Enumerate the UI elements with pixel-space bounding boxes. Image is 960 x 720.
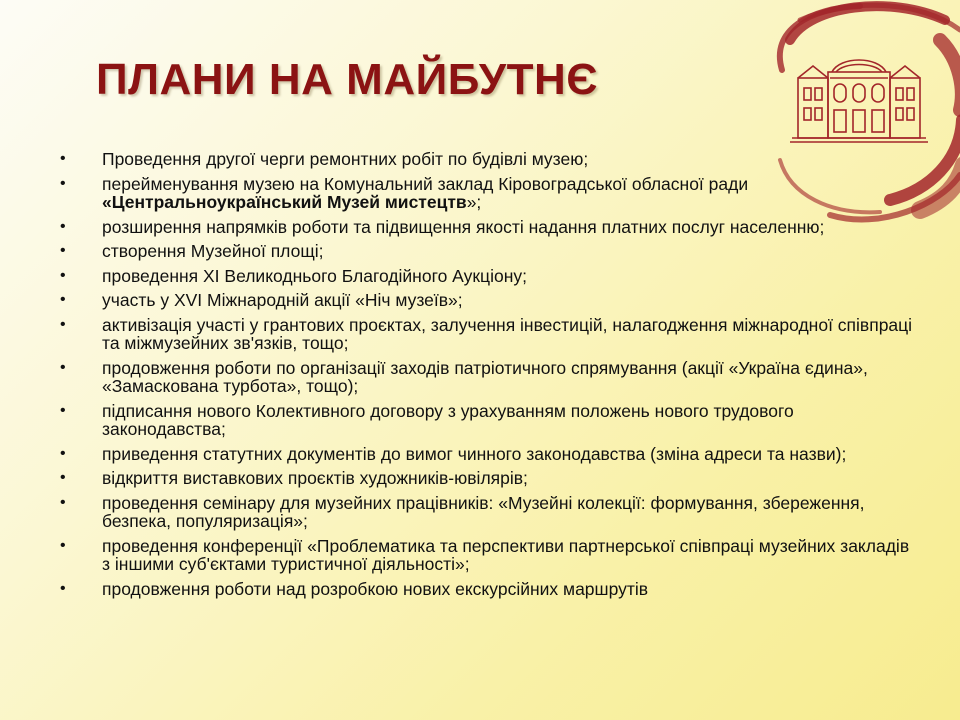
page-title: ПЛАНИ НА МАЙБУТНЄ <box>96 55 599 104</box>
list-item <box>60 242 920 261</box>
bullet-icon: • <box>60 315 66 333</box>
list-item <box>60 218 920 237</box>
list-item <box>60 402 920 439</box>
list-item <box>60 580 920 599</box>
list-item <box>60 469 920 488</box>
list-item <box>60 494 920 531</box>
bullet-icon: • <box>60 174 66 192</box>
list-item-text-end: »; <box>466 192 482 212</box>
list-item-text: розширення напрямків роботи та підвищення якості надання платних послуг населенню; <box>102 216 825 237</box>
bullet-icon: • <box>60 266 66 284</box>
list-item <box>60 316 920 353</box>
list-item-text: відкриття виставкових проєктів художників-ювілярів; <box>102 468 528 488</box>
bullet-icon: • <box>60 150 66 167</box>
list-item <box>60 359 920 396</box>
list-item-text: проведення конференції «Проблематика та перспективи партнерської співпраці музейних закладів з іншими суб'єктами туристичної діяльності»; <box>102 535 910 574</box>
list-item <box>60 291 920 310</box>
bullet-icon: • <box>60 536 66 554</box>
museum-name: «Центральноукраїнський Музей мистецтв <box>102 192 467 212</box>
bullet-icon: • <box>60 444 66 462</box>
bullet-icon: • <box>60 358 66 376</box>
bullet-icon: • <box>60 493 66 511</box>
list-item-text: Проведення другої черги ремонтних робіт по будівлі музею; <box>102 149 589 169</box>
plans-list <box>60 150 920 604</box>
list-item-text: створення Музейної площі; <box>102 241 324 261</box>
list-item-text: приведення статутних документів до вимог чинного законодавства (зміна адреси та назви); <box>102 443 847 464</box>
list-item-text: проведення семінару для музейних працівників: «Музейні колекції: формування, збереження, безпека, популяризація»; <box>102 492 865 531</box>
bullet-icon: • <box>60 469 66 486</box>
list-item-text: продовження роботи по організації заходів патріотичного спрямування (акції «Україна єдина», «Замаскована турбота», тощо); <box>102 357 868 396</box>
bullet-icon: • <box>60 579 66 597</box>
list-item <box>60 267 920 286</box>
list-item-text: підписання нового Колективного договору з урахуванням положень нового трудового законодавства; <box>102 400 794 439</box>
bullet-icon: • <box>60 242 66 259</box>
list-item-text: продовження роботи над розробкою нових екскурсійних маршрутів <box>102 578 649 599</box>
list-item <box>60 445 920 464</box>
list-item <box>60 175 920 212</box>
list-item-text: участь у XVI Міжнародній акції «Ніч музеїв»; <box>102 290 463 310</box>
list-item <box>60 537 920 574</box>
list-item-text: перейменування музею на Комунальний заклад Кіровоградської обласної ради <box>102 173 749 194</box>
list-item-text: проведення XI Великоднього Благодійного Аукціону; <box>102 265 527 286</box>
bullet-icon: • <box>60 401 66 419</box>
list-item-text: активізація участі у грантових проєктах, залучення інвестицій, налагодження міжнародної співпраці та міжмузейних зв'язків, тощо; <box>102 314 913 353</box>
bullet-icon: • <box>60 217 66 235</box>
list-item <box>60 150 920 169</box>
bullet-icon: • <box>60 291 66 308</box>
